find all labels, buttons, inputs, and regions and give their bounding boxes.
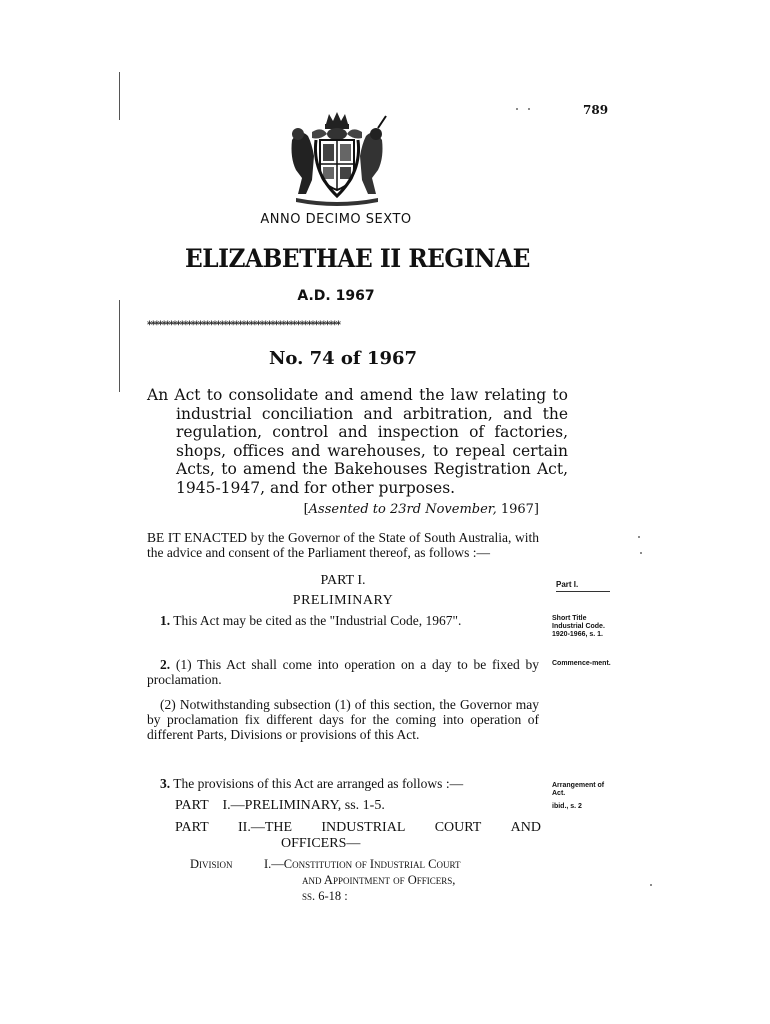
part-heading: PART I. bbox=[320, 573, 366, 588]
assent-year: 1967] bbox=[496, 502, 539, 517]
arrangement-part-1 bbox=[175, 798, 385, 813]
assent-date bbox=[147, 502, 539, 517]
margin-note-arrangement: Arrangement of Act. bbox=[552, 782, 605, 797]
division-line-1 bbox=[190, 856, 542, 872]
arrangement-word: II.—THE bbox=[238, 820, 293, 835]
arrangement-part-label: PART bbox=[175, 798, 209, 813]
section-3 bbox=[160, 776, 545, 791]
arrangement-part-2-line-1 bbox=[175, 820, 541, 836]
page-number: 789 bbox=[583, 103, 609, 117]
section-1 bbox=[160, 613, 545, 628]
scan-speck bbox=[650, 884, 652, 886]
enacting-clause: BE IT ENACTED by the Governor of the State of South Australia, with the advice and consent of the Parliament thereof, as follows :— bbox=[147, 530, 539, 560]
arrangement-word: AND bbox=[510, 820, 541, 835]
binding-rule-bottom bbox=[119, 300, 120, 392]
section-2-2: (2) Notwithstanding subsection (1) of this section, the Governor may by proclamation fix different days for the coming into operation of different Parts, Divisions or provisions of this Act. bbox=[147, 697, 539, 742]
division-line-2: and Appointment of Officers, bbox=[302, 873, 456, 887]
scan-speck bbox=[528, 108, 530, 110]
long-title: An Act to consolidate and amend the law relating to industrial conciliation and arbitration, and the regulation, control and inspection of factories, shops, offices and warehouses, to repeal certain Acts, to amend the Bakehouses Registration Act, 1945-1947, and for other purposes. bbox=[147, 386, 568, 497]
regnal-year-anno: ANNO DECIMO SEXTO bbox=[260, 212, 412, 227]
scan-speck bbox=[516, 108, 518, 110]
section-2-1 bbox=[147, 657, 539, 687]
section-text: (1) This Act shall come into operation on a day to be fixed by proclamation. bbox=[147, 657, 539, 687]
arrangement-part-2-line-2: OFFICERS— bbox=[281, 836, 361, 851]
part-title: PRELIMINARY bbox=[292, 593, 394, 608]
asterisk-rule: ***************************************************** bbox=[147, 320, 340, 331]
section-number: 3. bbox=[160, 776, 171, 791]
arrangement-division-1 bbox=[190, 856, 542, 904]
scan-speck bbox=[640, 552, 642, 554]
division-text: I.—Constitution of Industrial Court bbox=[264, 857, 461, 871]
margin-note-ibid: ibid., s. 2 bbox=[552, 803, 582, 810]
section-number: 1. bbox=[160, 613, 171, 628]
year-ad: A.D. 1967 bbox=[297, 288, 375, 304]
arrangement-word: COURT bbox=[434, 820, 482, 835]
margin-note-short-title: Short Title Industrial Code. 1920-1966, s. 1. bbox=[552, 615, 605, 638]
section-text: The provisions of this Act are arranged as follows :— bbox=[170, 776, 464, 791]
margin-note-part: Part I. bbox=[556, 581, 610, 592]
margin-note-commencement: Commence-ment. bbox=[552, 660, 611, 667]
assent-bracket: [ bbox=[303, 502, 309, 517]
arrangement-part-text: I.—PRELIMINARY, ss. 1-5. bbox=[222, 798, 385, 813]
assent-text: Assented to 23rd November, bbox=[308, 502, 497, 517]
act-number: No. 74 of 1967 bbox=[268, 348, 418, 369]
division-label: Division bbox=[190, 857, 233, 871]
arrangement-part-2 bbox=[175, 820, 541, 852]
binding-rule-top bbox=[119, 72, 120, 120]
section-number: 2. bbox=[160, 657, 171, 672]
section-text: This Act may be cited as the "Industrial Code, 1967". bbox=[170, 613, 462, 628]
scan-speck bbox=[638, 536, 640, 538]
arrangement-part-label: PART bbox=[175, 820, 209, 835]
regnal-title: ELIZABETHAE II REGINAE bbox=[185, 244, 530, 273]
arrangement-word: INDUSTRIAL bbox=[321, 820, 406, 835]
royal-coat-of-arms-icon bbox=[282, 110, 392, 206]
division-line-3: ss. 6-18 : bbox=[302, 889, 348, 903]
